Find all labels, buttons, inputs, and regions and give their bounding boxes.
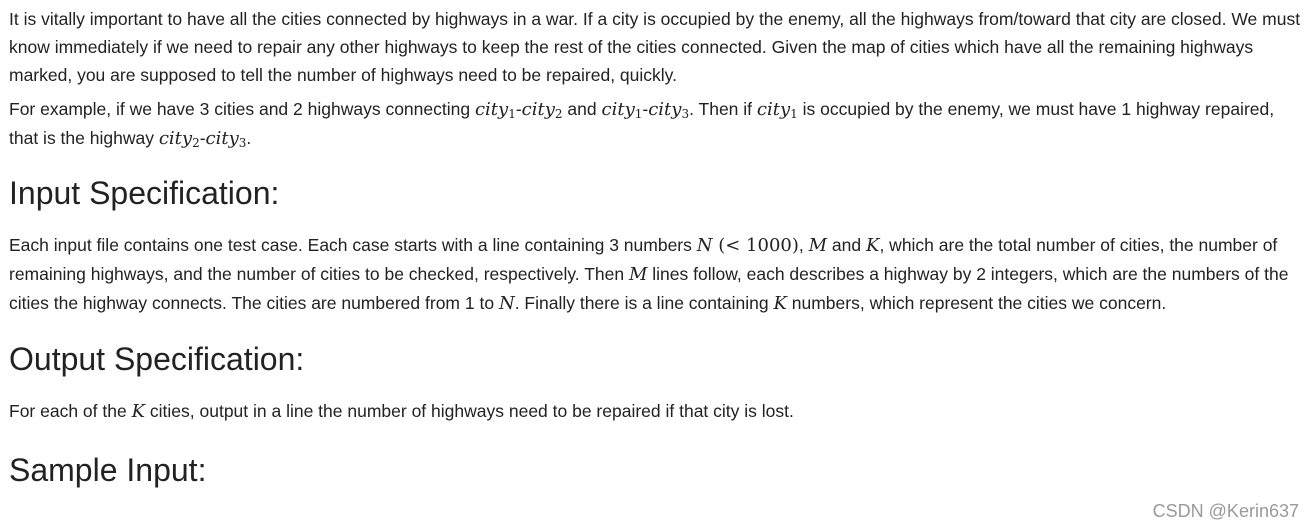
example-text: is occupied by the enemy, we must have 1 highway repaired, that is the highway (9, 99, 1275, 148)
math-subscript: 1 (508, 107, 516, 121)
math-city-label: city (756, 99, 791, 120)
input-spec-paragraph (9, 231, 1305, 318)
math-city1-b (602, 99, 643, 120)
output-spec-paragraph (9, 397, 1305, 426)
math-subscript: 1 (790, 107, 798, 121)
input-spec-text: , (798, 235, 809, 255)
math-city3-a (648, 99, 689, 120)
math-m: M (808, 235, 828, 256)
example-text: . Then if (689, 99, 757, 119)
problem-statement (9, 0, 1305, 490)
math-subscript: 3 (681, 107, 690, 121)
math-subscript: 2 (192, 136, 200, 150)
math-subscript: 3 (238, 136, 247, 150)
math-city2-b (159, 128, 200, 149)
math-dash: - (515, 99, 522, 119)
math-city2-a (522, 99, 563, 120)
math-city3-b (206, 128, 247, 149)
math-city-label: city (205, 128, 239, 149)
math-city-label: city (158, 128, 193, 149)
math-dash: - (642, 99, 649, 119)
math-k: K (773, 293, 787, 314)
math-subscript: 2 (554, 107, 563, 121)
input-spec-text: lines follow, each describes a highway by 2 integers, which are the numbers of the cities the highway connects. The cities are numbered from 1 to (9, 264, 1289, 313)
input-spec-heading: Input Specification: (9, 175, 280, 211)
sample-input-heading: Sample Input: (9, 452, 207, 488)
input-spec-text: Each input file contains one test case. Each case starts with a line containing 3 numbers (9, 235, 697, 255)
input-spec-text: and (827, 235, 866, 255)
intro-paragraph: It is vitally important to have all the cities connected by highways in a war. If a city is occupied by the enemy, all the highways from/toward that city are closed. We must know immediately if we need to repair any other highways to keep the rest of the cities connected. Given the map of cities which have all the remaining highways marked, you are supposed to tell the number of highways need to be repaired, quickly. (9, 9, 1301, 85)
math-dash: - (199, 128, 206, 148)
input-spec-text: , which are the total number of cities, the number of remaining highways, and the number of cities to be checked, respectively. Then (9, 235, 1278, 284)
example-text: and (562, 99, 602, 119)
output-spec-heading: Output Specification: (9, 341, 305, 377)
input-spec-text: numbers, which represent the cities we concern. (786, 293, 1167, 313)
math-n: N (498, 293, 515, 314)
example-text: . (246, 128, 252, 148)
math-k: K (131, 401, 146, 422)
example-text: For example, if we have 3 cities and 2 highways connecting (9, 99, 475, 119)
math-m: M (628, 264, 648, 285)
math-bound: (< 1000) (712, 235, 799, 256)
math-city1-c (757, 99, 798, 120)
math-city-label: city (601, 99, 635, 120)
math-city-label: city (474, 99, 509, 120)
math-subscript: 1 (634, 107, 643, 121)
math-city-label: city (648, 99, 682, 120)
math-city-label: city (521, 99, 555, 120)
input-spec-text: . Finally there is a line containing (514, 293, 774, 313)
csdn-watermark: CSDN @Kerin637 (1152, 501, 1299, 521)
example-paragraph (9, 95, 1305, 153)
output-spec-text: cities, output in a line the number of highways need to be repaired if that city is lost. (145, 401, 794, 421)
math-k: K (866, 235, 880, 256)
output-spec-text: For each of the (9, 401, 132, 421)
math-city1-a (475, 99, 516, 120)
math-n: N (696, 235, 713, 256)
